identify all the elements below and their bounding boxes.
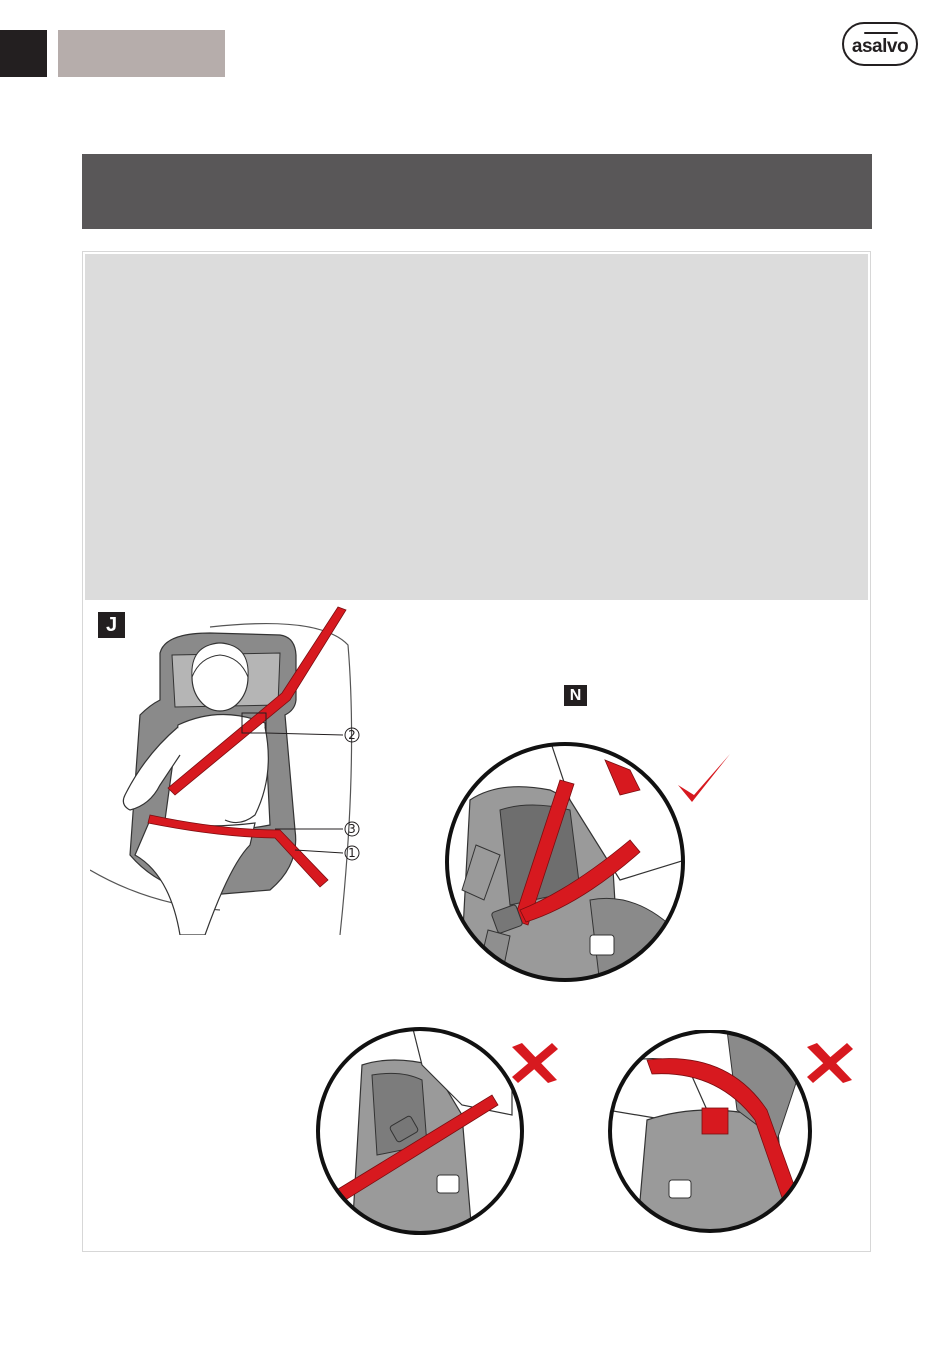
callout-3: 3 <box>348 822 356 836</box>
correct-routing-illustration <box>440 740 730 985</box>
wrong-routing-illustration-2 <box>607 1030 857 1235</box>
wrong-routing-illustration-1 <box>312 1025 562 1235</box>
figure-label-n: N <box>564 685 587 706</box>
corner-block <box>0 30 47 77</box>
callout-2: 2 <box>348 728 356 742</box>
text-area <box>85 254 868 600</box>
brand-logo <box>842 22 918 66</box>
booster-seat-illustration <box>90 605 380 935</box>
figure-label-j: J <box>98 612 125 638</box>
section-tab <box>58 30 225 77</box>
callout-1: 1 <box>348 846 356 860</box>
cross-icon <box>512 1043 558 1083</box>
header-band <box>82 154 872 229</box>
cross-icon <box>807 1043 853 1083</box>
logo-text: asalvo <box>851 36 909 57</box>
logo-bar <box>864 32 898 34</box>
checkmark-icon <box>678 754 730 802</box>
